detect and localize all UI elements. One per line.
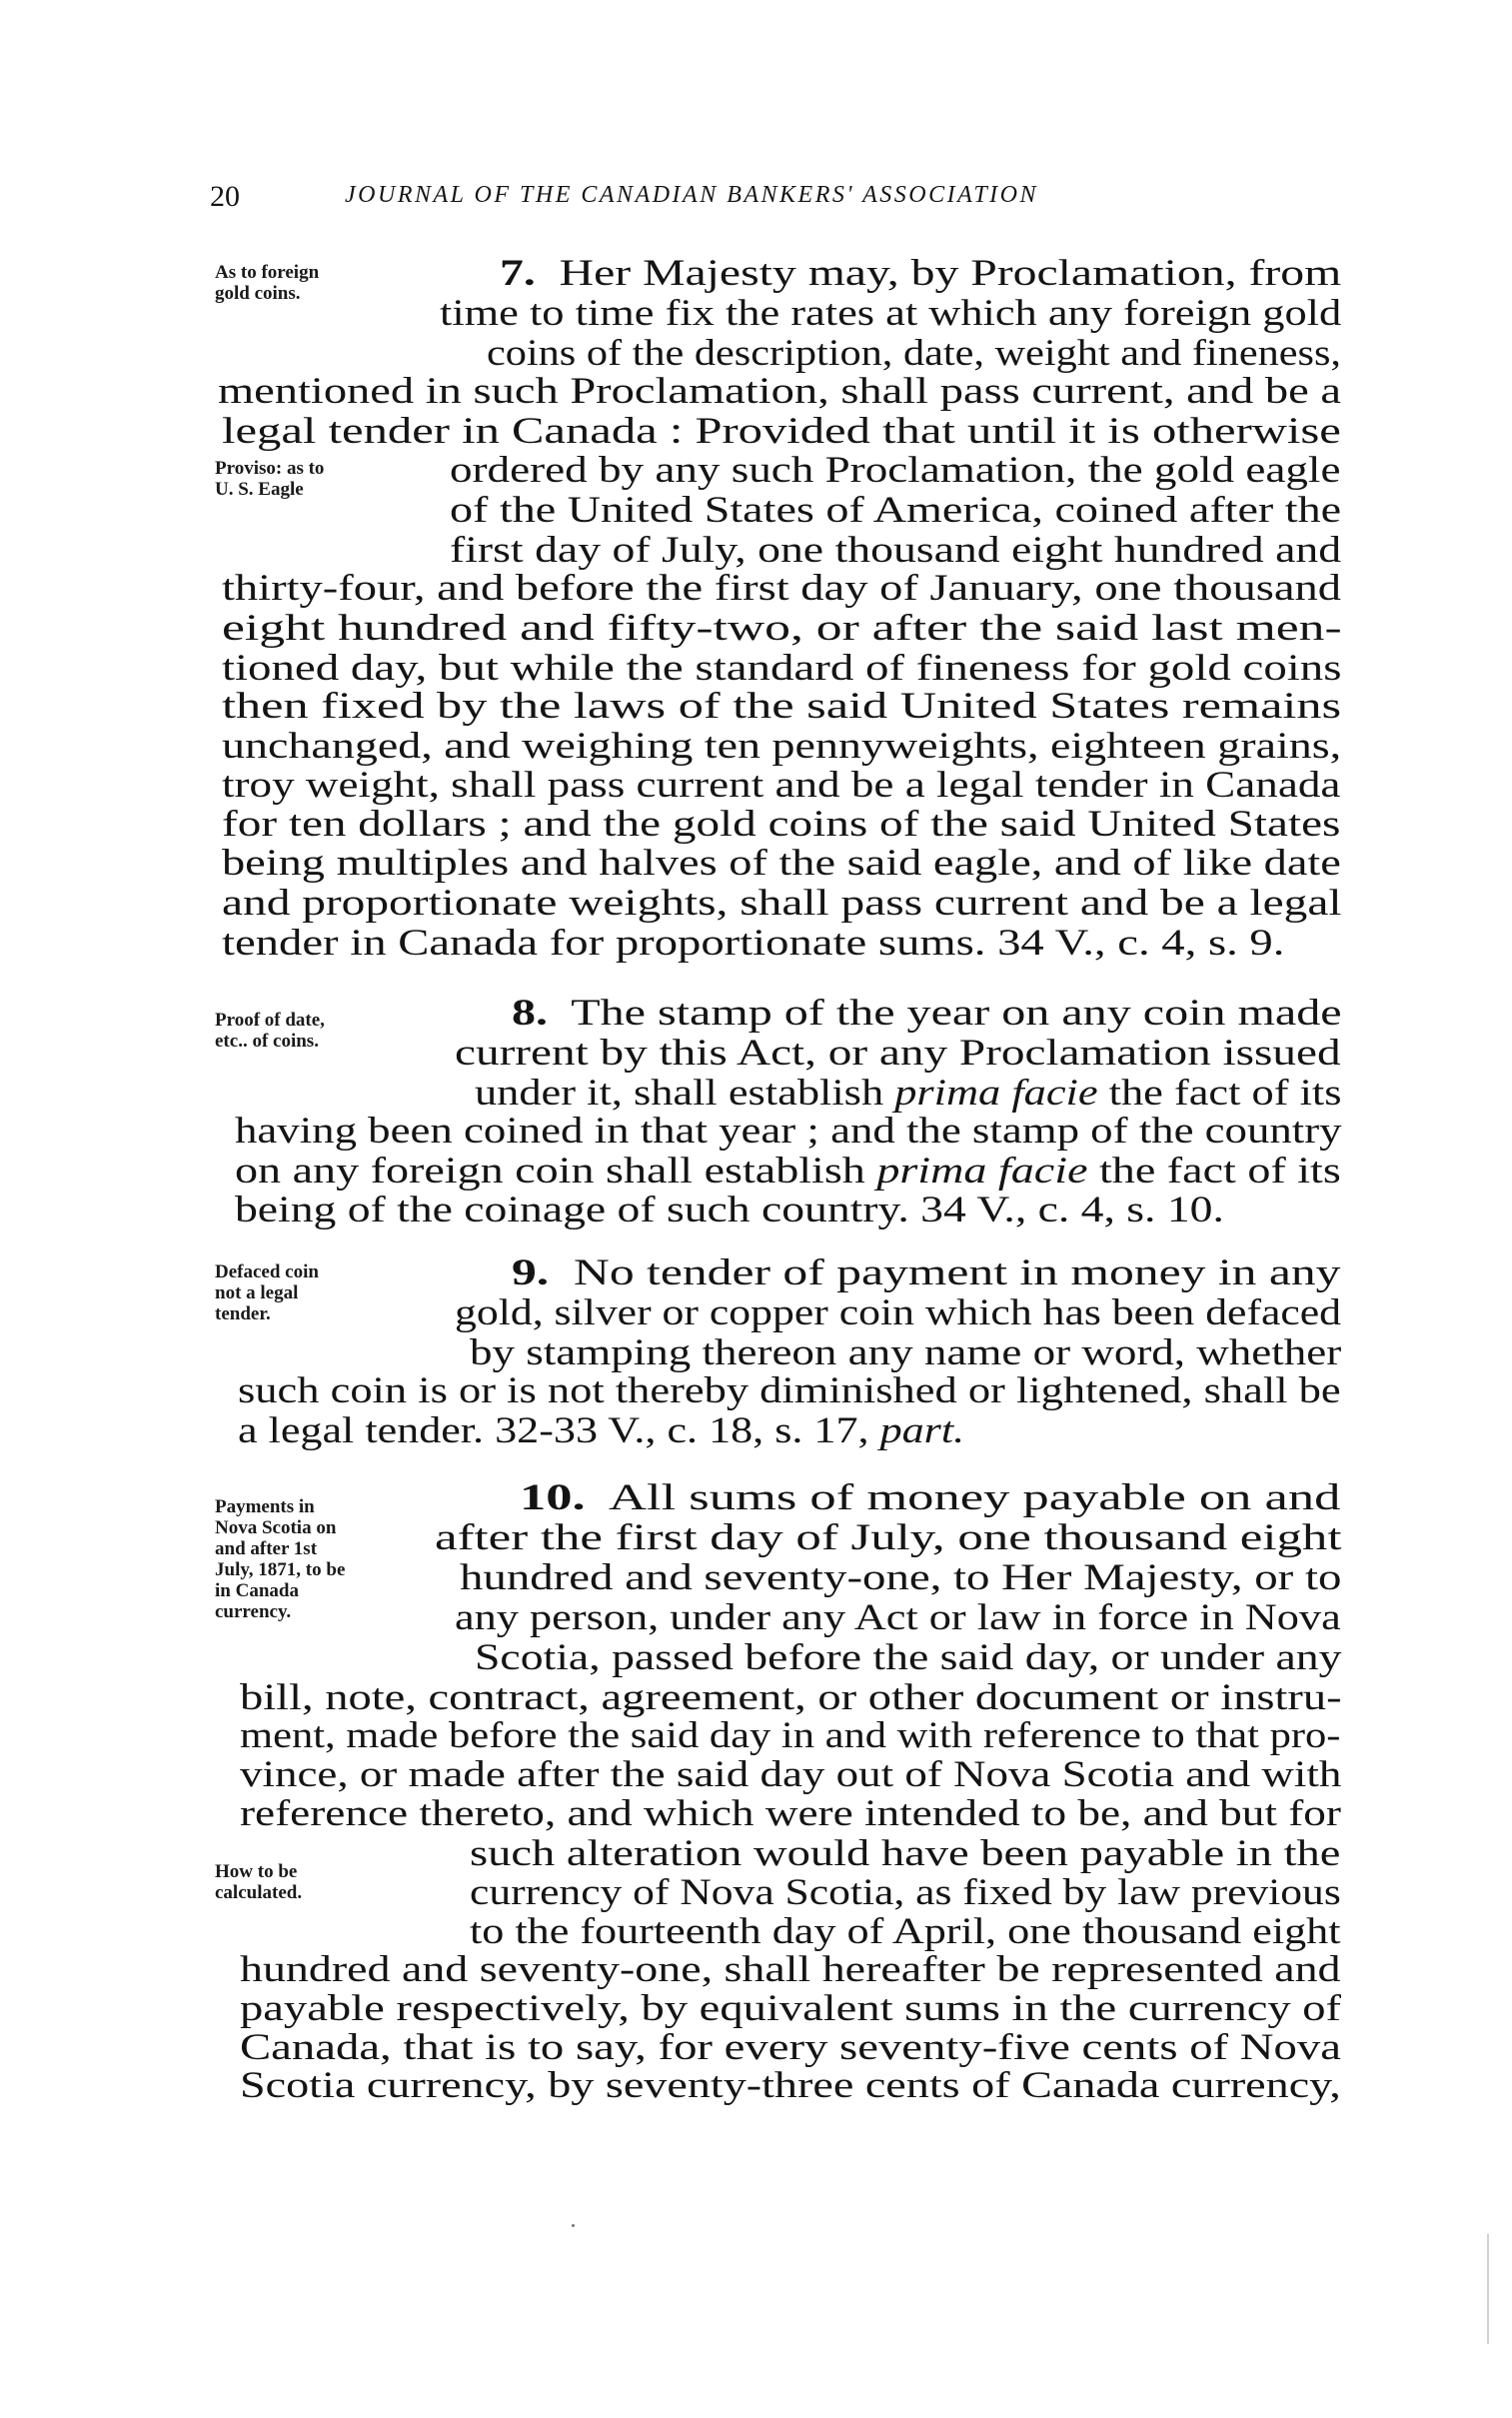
side-note-line: U. S. Eagle xyxy=(215,479,304,500)
section-8-line-3: under it, shall establish prima facie the fact of its xyxy=(475,1073,1342,1114)
section-10-line-5: Scotia, passed before the said day, or under any xyxy=(475,1637,1342,1678)
side-note-line: tender. xyxy=(215,1303,271,1324)
section-9-line-3: by stamping thereon any name or word, whether xyxy=(470,1332,1342,1373)
section-7-line-1-text: Her Majesty may, by Proclamation, from xyxy=(559,253,1342,294)
section-10-line-8: vince, or made after the said day out of Nova Scotia and with xyxy=(240,1754,1342,1795)
side-note-line: gold coins. xyxy=(215,283,301,304)
page-header xyxy=(210,180,1359,220)
running-head: JOURNAL OF THE CANADIAN BANKERS' ASSOCIATION xyxy=(345,182,1039,208)
section-7-line-11: tioned day, but while the standard of fineness for gold coins xyxy=(222,648,1342,689)
side-note-payments-nova-scotia xyxy=(215,1496,345,1622)
side-note-proof-of-date xyxy=(215,1010,325,1052)
section-10-line-3: hundred and seventy-one, to Her Majesty, or to xyxy=(460,1557,1342,1598)
section-10-line-7: ment, made before the said day in and with reference to that pro- xyxy=(240,1715,1341,1756)
section-10-line-14: payable respectively, by equivalent sums in the currency of xyxy=(240,1988,1342,2029)
section-7-line-17: and proportionate weights, shall pass current and be a legal xyxy=(222,883,1342,924)
section-7-line-18: tender in Canada for proportionate sums. 34 V., c. 4, s. 9. xyxy=(222,923,1285,964)
section-8-line-1-text: The stamp of the year on any coin made xyxy=(571,993,1342,1034)
section-8-line-1 xyxy=(512,995,1342,1032)
section-8-line-4: having been coined in that year ; and the stamp of the country xyxy=(235,1111,1342,1152)
section-number: 7. xyxy=(500,253,536,294)
side-note-line: How to be xyxy=(215,1861,298,1882)
side-note-line: in Canada xyxy=(215,1580,299,1601)
section-8-line-5: on any foreign coin shall establish prima facie the fact of its xyxy=(235,1151,1341,1192)
section-7-line-9: thirty-four, and before the first day of January, one thousand xyxy=(222,568,1342,609)
section-7-line-10: eight hundred and fifty-two, or after the said last men- xyxy=(222,608,1342,649)
side-note-line: Defaced coin xyxy=(215,1261,319,1282)
section-number: 10. xyxy=(520,1477,586,1518)
side-note-line: and after 1st xyxy=(215,1538,318,1559)
section-7-line-3: coins of the description, date, weight and fineness, xyxy=(487,333,1341,374)
page-number: 20 xyxy=(210,180,240,213)
side-note-line: Payments in xyxy=(215,1496,315,1517)
section-10-line-6: bill, note, contract, agreement, or other document or instru- xyxy=(240,1677,1342,1718)
section-10-line-4: any person, under any Act or law in force in Nova xyxy=(455,1597,1341,1638)
side-note-line: Proof of date, xyxy=(215,1010,325,1031)
section-10-line-13: hundred and seventy-one, shall hereafter be represented and xyxy=(240,1949,1341,1990)
section-7-line-16: being multiples and halves of the said eagle, and of like date xyxy=(222,843,1341,884)
section-9-line-1-text: No tender of payment in money in any xyxy=(574,1252,1341,1293)
side-note-foreign-gold xyxy=(215,262,319,304)
side-note-line: As to foreign xyxy=(215,262,320,283)
section-7-line-7: of the United States of America, coined after the xyxy=(450,490,1342,531)
section-10-line-1-text: All sums of money payable on and xyxy=(609,1477,1341,1518)
section-10-line-10: such alteration would have been payable in the xyxy=(470,1833,1341,1874)
section-10-line-12: to the fourteenth day of April, one thousand eight xyxy=(470,1911,1341,1952)
section-7-line-2: time to time fix the rates at which any foreign gold xyxy=(440,293,1342,334)
section-9-line-1 xyxy=(512,1254,1340,1291)
section-9-line-4: such coin is or is not thereby diminished or lightened, shall be xyxy=(238,1370,1341,1411)
section-7-line-13: unchanged, and weighing ten pennyweights, eighteen grains, xyxy=(222,726,1342,767)
section-10-line-1 xyxy=(520,1479,1340,1516)
section-10-line-16: Scotia currency, by seventy-three cents of Canada currency, xyxy=(240,2065,1341,2106)
side-note-line: etc.. of coins. xyxy=(215,1031,319,1052)
section-9-line-2: gold, silver or copper coin which has been defaced xyxy=(455,1292,1342,1333)
side-note-defaced-coin xyxy=(215,1261,319,1324)
side-note-line: currency. xyxy=(215,1601,292,1622)
section-10-line-15: Canada, that is to say, for every seventy-five cents of Nova xyxy=(240,2027,1341,2068)
edge-mark xyxy=(1487,2234,1489,2344)
side-note-line: Nova Scotia on xyxy=(215,1517,337,1538)
side-note-line: not a legal xyxy=(215,1282,299,1303)
side-note-line: Proviso: as to xyxy=(215,458,325,479)
section-number: 9. xyxy=(512,1252,550,1293)
section-7-line-8: first day of July, one thousand eight hundred and xyxy=(450,530,1342,571)
section-10-line-2: after the first day of July, one thousand eight xyxy=(435,1517,1342,1558)
section-8-line-6: being of the coinage of such country. 34 V., c. 4, s. 10. xyxy=(235,1190,1224,1230)
section-7-line-14: troy weight, shall pass current and be a legal tender in Canada xyxy=(222,765,1341,806)
side-note-line: calculated. xyxy=(215,1882,303,1903)
section-10-line-11: currency of Nova Scotia, as fixed by law previous xyxy=(470,1872,1341,1913)
section-7-line-4: mentioned in such Proclamation, shall pass current, and be a xyxy=(218,371,1341,412)
section-7-line-5: legal tender in Canada : Provided that until it is otherwise xyxy=(222,411,1341,452)
side-note-line: July, 1871, to be xyxy=(215,1559,346,1580)
section-number: 8. xyxy=(512,993,549,1034)
section-8-line-2: current by this Act, or any Proclamation issued xyxy=(455,1033,1341,1074)
section-7-line-6: ordered by any such Proclamation, the gold eagle xyxy=(450,450,1341,491)
side-note-proviso-eagle xyxy=(215,458,324,500)
side-note-how-calculated xyxy=(215,1861,302,1903)
section-7-line-15: for ten dollars ; and the gold coins of the said United States xyxy=(222,804,1341,845)
section-7-line-12: then fixed by the laws of the said United States remains xyxy=(222,686,1342,727)
stray-mark xyxy=(572,2224,575,2227)
section-7-line-1 xyxy=(500,255,1341,292)
section-10-line-9: reference thereto, and which were intended to be, and but for xyxy=(240,1793,1341,1834)
section-9-line-5: a legal tender. 32-33 V., c. 18, s. 17, part. xyxy=(238,1410,965,1451)
